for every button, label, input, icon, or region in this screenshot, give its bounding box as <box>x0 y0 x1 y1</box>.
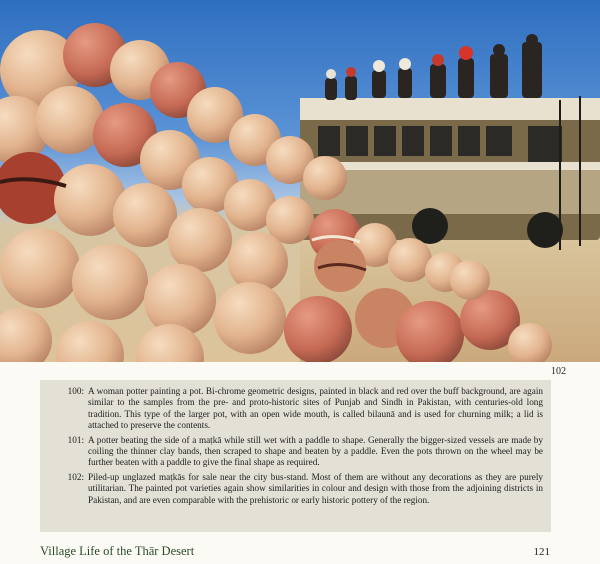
caption-102 <box>46 472 543 506</box>
plate-number: 102 <box>551 366 566 377</box>
caption-text: A potter beating the side of a maṭkā while still wet with a paddle to shape. Generally the bigger-sized vessels are made by coiling the thinner clay bands, then scraped to shape and beaten by a paddle. Even the pots thrown on the wheel may be further beaten with a paddle to give the final shape as required. <box>88 434 543 468</box>
caption-100 <box>46 386 543 432</box>
caption-101 <box>46 435 543 469</box>
caption-text: Piled-up unglazed maṭkās for sale near the city bus-stand. Most of them are without any decorations as they are purely utilitarian. The painted pot varieties again show similarities in colour and design with those from the adjoining districts in Pakistan, and are even comparable with the prehistoric or early historic pottery of the region. <box>88 471 543 505</box>
caption-box <box>40 380 551 532</box>
running-title: Village Life of the Thār Desert <box>40 544 195 558</box>
caption-number: 100: <box>67 386 84 396</box>
caption-number: 101: <box>67 434 84 445</box>
caption-number: 102: <box>67 471 84 482</box>
page-number: 121 <box>533 546 550 558</box>
caption-text: A woman potter painting a pot. Bi-chrome geometric designs, painted in black and red over the buff background, are again similar to the samples from the pre- and proto-historic sites of Punjab and Sindh in Pakistan, with centuries-old long tradition. This type of the larger pot, with an open wide mouth, is called bilaunā and is used for churning milk; a lid is attached to preserve the contents. <box>88 386 543 431</box>
